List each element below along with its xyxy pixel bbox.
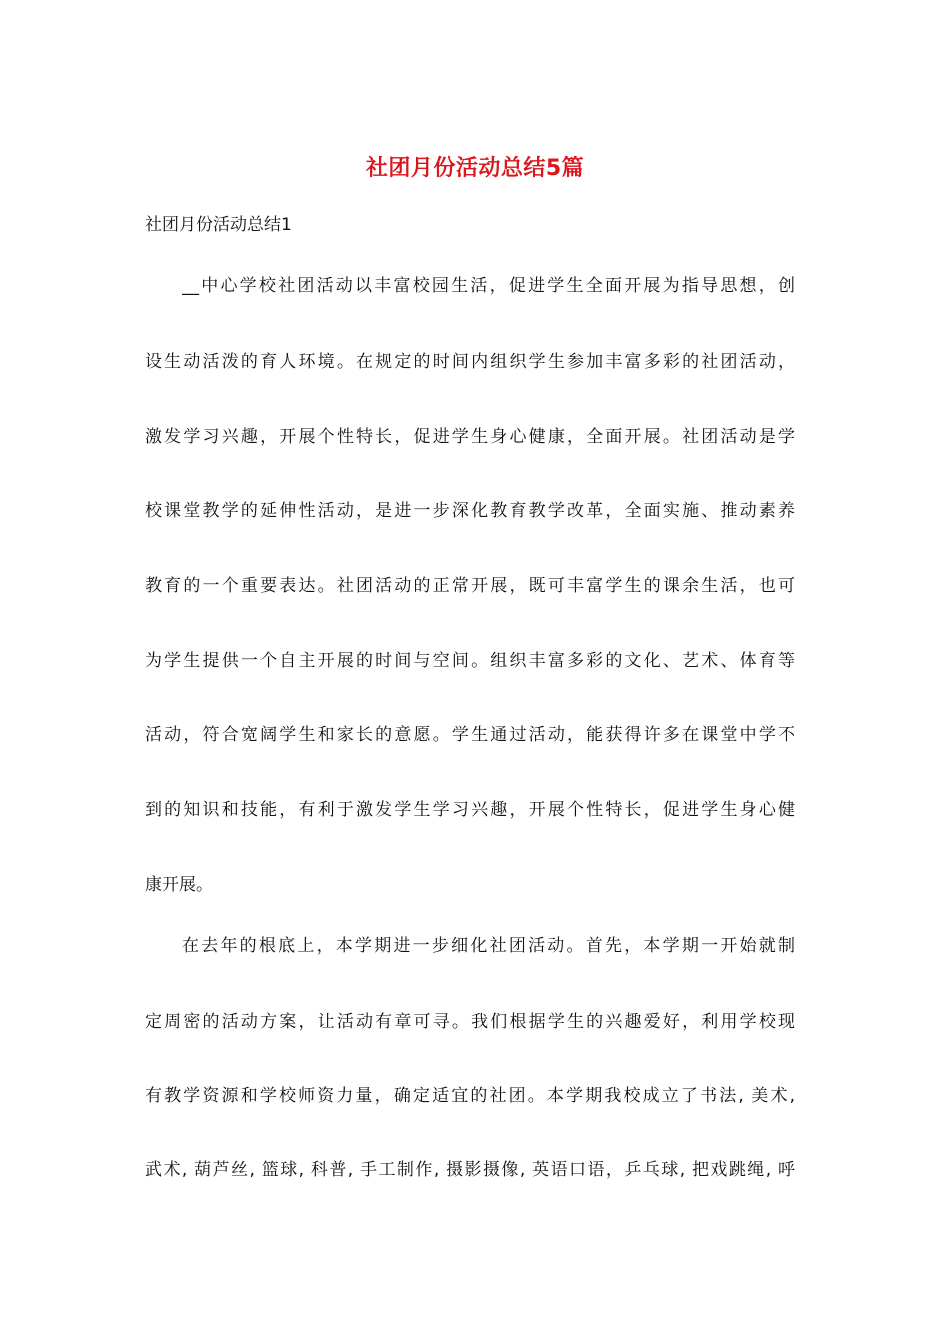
paragraph-1-line: 教育的一个重要表达。社团活动的正常开展，既可丰富学生的课余生活，也可	[145, 576, 795, 596]
paragraph-1-line: 为学生提供一个自主开展的时间与空间。组织丰富多彩的文化、艺术、体育等	[145, 651, 795, 671]
paragraph-1-line: 激发学习兴趣，开展个性特长，促进学生身心健康，全面开展。社团活动是学	[145, 427, 795, 447]
paragraph-1-line: 活动，符合宽阔学生和家长的意愿。学生通过活动，能获得许多在课堂中学不	[145, 725, 795, 745]
paragraph-2-line: 武术, 葫芦丝, 篮球, 科普, 手工制作, 摄影摄像, 英语口语，乒乓球, 把戏跳绳, 呼	[145, 1160, 795, 1180]
paragraph-1-line: 校课堂教学的延伸性活动，是进一步深化教育教学改革，全面实施、推动素养	[145, 501, 795, 521]
paragraph-1-line: 到的知识和技能，有利于激发学生学习兴趣，开展个性特长，促进学生身心健	[145, 800, 795, 820]
paragraph-1-line: 康开展。	[145, 875, 213, 895]
paragraph-2-line: 定周密的活动方案，让活动有章可寻。我们根据学生的兴趣爱好，利用学校现	[145, 1012, 795, 1032]
document-title: 社团月份活动总结5篇	[365, 156, 585, 181]
section-heading: 社团月份活动总结1	[145, 215, 292, 235]
paragraph-2-line: 在去年的根底上，本学期进一步细化社团活动。首先，本学期一开始就制	[182, 936, 795, 956]
paragraph-2-line: 有教学资源和学校师资力量，确定适宜的社团。本学期我校成立了书法, 美术,	[145, 1086, 795, 1106]
paragraph-1-line: __中心学校社团活动以丰富校园生活，促进学生全面开展为指导思想，创	[182, 276, 795, 296]
paragraph-1-line: 设生动活泼的育人环境。在规定的时间内组织学生参加丰富多彩的社团活动，	[145, 352, 795, 372]
